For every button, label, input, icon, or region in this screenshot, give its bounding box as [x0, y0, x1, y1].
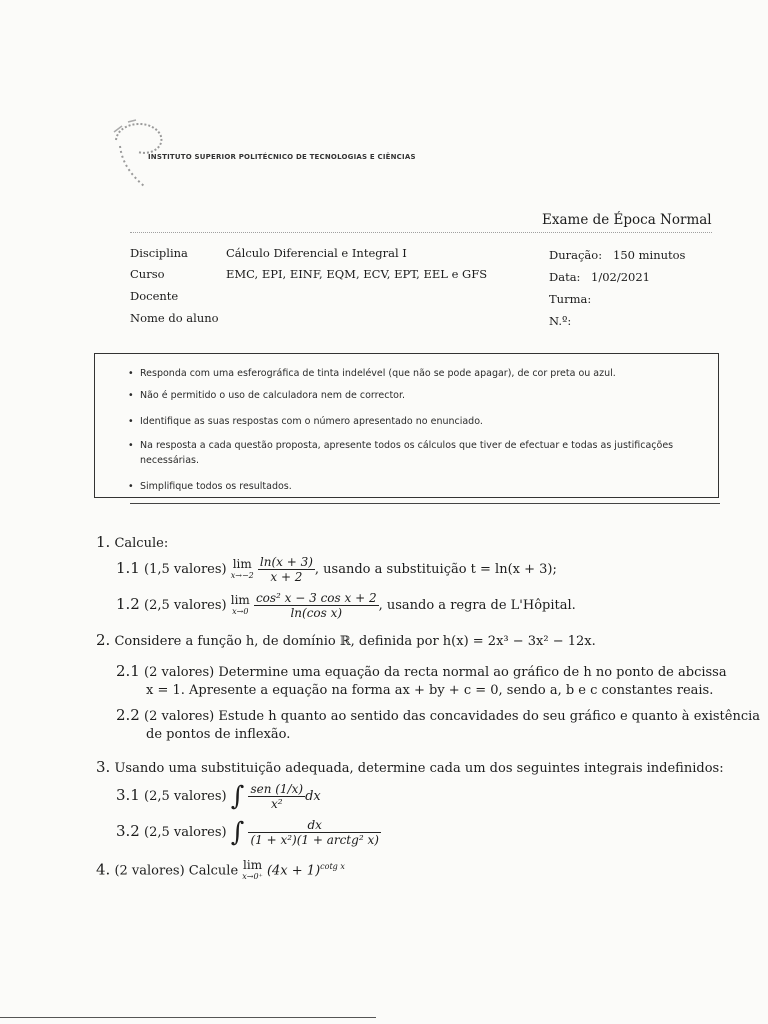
- instruction-item: • Responda com uma esferográfica de tinta indelével (que não se pode apagar), de cor preta ou azul.: [128, 368, 616, 379]
- docente-label: Docente: [130, 289, 179, 303]
- question-3-2: 3.2 (2,5 valores) ∫ $\frac{dx}{\text{(1 + x²)(1 + arctg² x)}}$: [116, 817, 379, 848]
- disciplina-value: Cálculo Diferencial e Integral I: [226, 246, 407, 260]
- instruction-item: • Na resposta a cada questão proposta, apresente todos os cálculos que tiver de efectuar e todas as justificações: [128, 440, 674, 451]
- question-2: 2. Considere a função h, de domínio ℝ, definida por h(x) = 2x³ − 3x² − 12x.: [96, 631, 596, 649]
- instruction-item: • Não é permitido o uso de calculadora nem de corrector.: [128, 390, 406, 401]
- exam-title: Exame de Época Normal: [542, 212, 712, 228]
- question-1-2: 1.2 (2,5 valores) lim x→0 $\frac{\text{cos² x − 3 cos x + 2}}{\text{ln(cos x)}}$ , usando a regra de L'Hôpital.: [116, 591, 576, 620]
- nome-aluno-label: Nome do aluno: [130, 311, 219, 325]
- question-3-1: 3.1 (2,5 valores) ∫ $\frac{\text{sen (1/x)}}{\text{x²}}$ dx: [116, 781, 321, 812]
- instruction-item: • Simplifique todos os resultados.: [128, 481, 292, 492]
- question-4: 4. (2 valores) Calcule lim x→0⁺ $(4x + 1)^{cotg x}$: [96, 857, 345, 881]
- header-divider: [130, 232, 712, 233]
- question-2-1: 2.1 (2 valores) Determine uma equação da recta normal ao gráfico de h no ponto de abcissa: [116, 662, 727, 680]
- question-1: 1. Calcule:: [96, 533, 169, 551]
- institution-logo: [108, 112, 168, 192]
- duracao-label: Duração:: [549, 248, 603, 262]
- disciplina-label: Disciplina: [130, 246, 188, 260]
- data-label: Data:: [549, 270, 581, 284]
- curso-label: Curso: [130, 267, 165, 281]
- data-value: 1/02/2021: [591, 270, 650, 284]
- question-1-1: 1.1 (1,5 valores) lim x→−2 $\frac{\ln(x + 3)}{x + 2}$ , usando a substituição t = ln(x + 3);: [116, 555, 557, 584]
- question-2-1-cont: x = 1. Apresente a equação na forma ax + by + c = 0, sendo a, b e c constantes reais.: [146, 683, 714, 698]
- turma-label: Turma:: [549, 292, 592, 306]
- question-2-2: 2.2 (2 valores) Estude h quanto ao sentido das concavidades do seu gráfico e quanto à existência: [116, 706, 761, 724]
- question-3: 3. Usando uma substituição adequada, determine cada um dos seguintes integrais indefinidos:: [96, 758, 724, 776]
- instruction-item-continued: necessárias.: [140, 455, 199, 466]
- curso-value: EMC, EPI, EINF, EQM, ECV, EPT, EEL e GFS: [226, 267, 488, 281]
- instruction-item: • Identifique as suas respostas com o número apresentado no enunciado.: [128, 416, 483, 427]
- numero-label: N.º:: [549, 314, 572, 328]
- institution-name: INSTITUTO SUPERIOR POLITÉCNICO DE TECNOLOGIAS E CIÊNCIAS: [148, 153, 416, 161]
- question-2-2-cont: de pontos de inflexão.: [146, 727, 291, 742]
- footer-rule: [0, 1017, 376, 1018]
- duracao-value: 150 minutos: [613, 248, 686, 262]
- instructions-bottom-rule: [130, 503, 720, 504]
